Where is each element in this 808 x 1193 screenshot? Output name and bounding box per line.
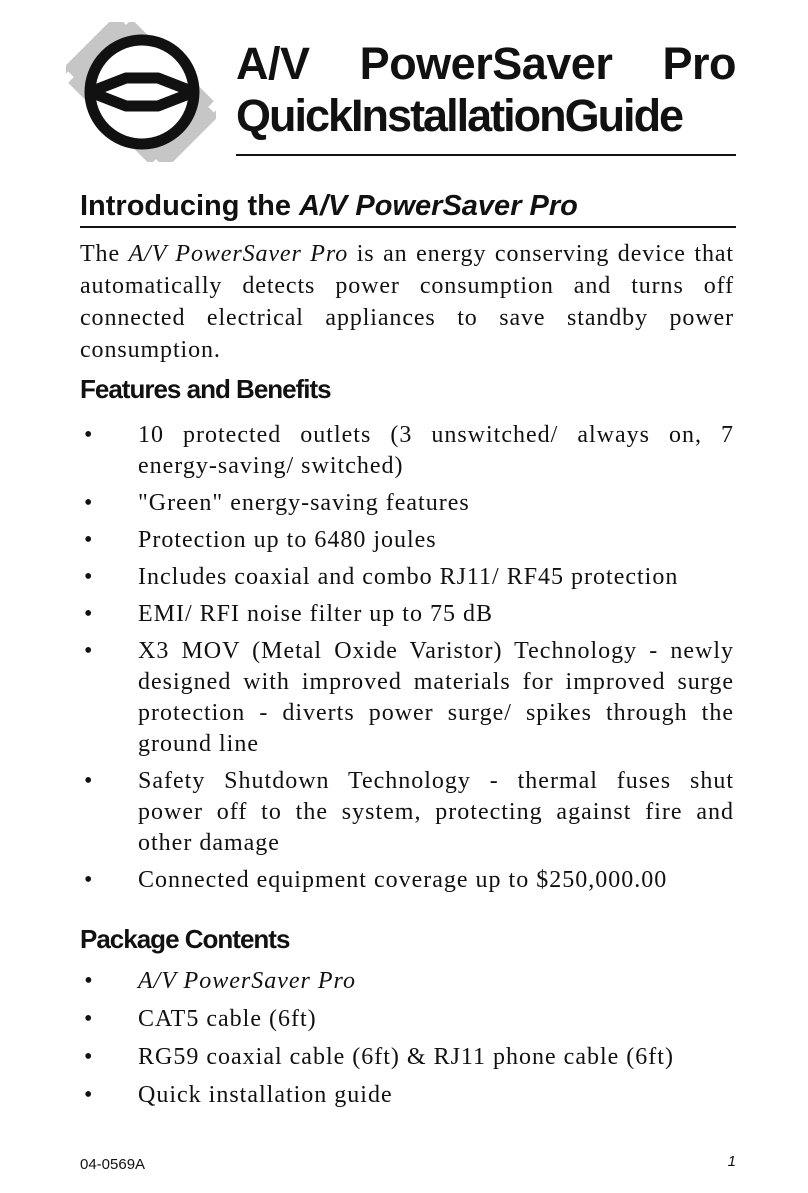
- feature-item: • "Green" energy-saving features: [80, 488, 734, 519]
- features-list: [80, 420, 734, 902]
- features-heading: Features and Benefits: [80, 374, 331, 404]
- package-item: • A/V PowerSaver Pro: [80, 966, 734, 997]
- intro-divider: [80, 226, 736, 228]
- intro-text-after: is an energy conserving device that automatically detects power consumption and turns off connected electrical appliances to save standby power consumption.: [80, 241, 734, 363]
- package-item: • CAT5 cable (6ft): [80, 1004, 734, 1035]
- feature-item: • Includes coaxial and combo RJ11/ RF45 protection: [80, 562, 734, 593]
- intro-heading-product: A/V PowerSaver Pro: [299, 190, 578, 222]
- title-divider: [236, 154, 736, 156]
- document-title: [236, 38, 736, 142]
- intro-heading: [80, 186, 736, 226]
- package-item: • Quick installation guide: [80, 1080, 734, 1111]
- page-number: 1: [727, 1153, 736, 1170]
- brand-logo-icon: [66, 22, 216, 162]
- intro-paragraph: [80, 238, 734, 366]
- package-list: [80, 966, 734, 1118]
- feature-item: • X3 MOV (Metal Oxide Varistor) Technology - newly designed with improved materials for improved surge protection - diverts power surge/ spikes through the ground line: [80, 636, 734, 760]
- intro-product-name: A/V PowerSaver Pro: [128, 241, 349, 267]
- package-item: • RG59 coaxial cable (6ft) & RJ11 phone cable (6ft): [80, 1042, 734, 1073]
- title-line-2: QuickInstallationGuide: [236, 90, 683, 141]
- feature-item: • EMI/ RFI noise filter up to 75 dB: [80, 599, 734, 630]
- feature-item: • Safety Shutdown Technology - thermal fuses shut power off to the system, protecting against fire and other damage: [80, 766, 734, 859]
- intro-text-before: The: [80, 241, 121, 267]
- title-line-1: A/V PowerSaver Pro: [236, 38, 736, 89]
- intro-heading-prefix: Introducing the: [80, 190, 292, 222]
- feature-item: • 10 protected outlets (3 unswitched/ always on, 7 energy-saving/ switched): [80, 420, 734, 482]
- feature-item: • Protection up to 6480 joules: [80, 525, 734, 556]
- feature-item: • Connected equipment coverage up to $250,000.00: [80, 865, 734, 896]
- document-code: 04-0569A: [80, 1156, 146, 1173]
- package-heading: Package Contents: [80, 924, 290, 954]
